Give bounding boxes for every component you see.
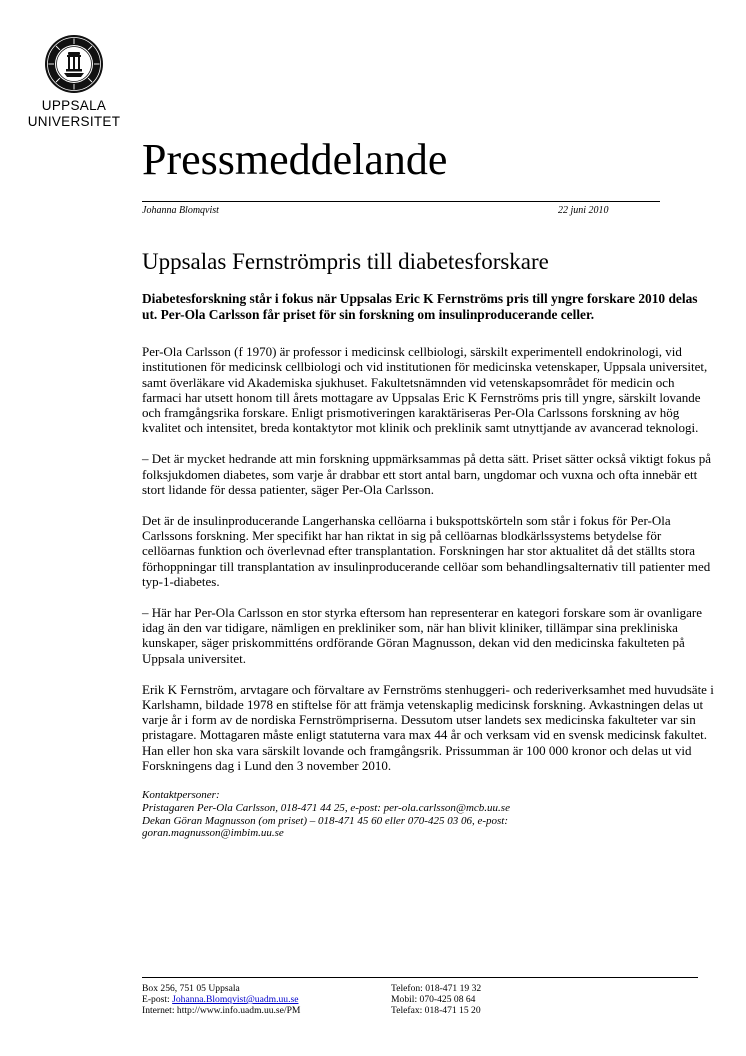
footer-rule [142, 977, 698, 978]
paragraph: – Det är mycket hedrande att min forskning uppmärksammas på detta sätt. Priset sätter också viktigt fokus på folksjukdomen diabetes, som varje år drabbar ett stort antal barn, ungdomar och vuxna och ofta innebär ett stort lidande för dessa patienter, säger Per-Ola Carlsson. [142, 451, 711, 497]
contact-persons [142, 789, 714, 840]
footer-mobile: Mobil: 070-425 08 64 [391, 994, 476, 1005]
footer-phone: Telefon: 018-471 19 32 [391, 983, 482, 994]
footer-address: Box 256, 751 05 Uppsala [142, 983, 240, 994]
university-seal-logo [44, 34, 104, 94]
paragraph: Per-Ola Carlsson (f 1970) är professor i medicinsk cellbiologi, särskilt experimentell endokrinologi, vid institutionen för medicinsk cellbiologi och vid institutionen för medicinska vetenskaper, Uppsala universitet, samt överläkare vid Akademiska sjukhuset. Fakultetsnämnden vid vetenskapsområdet för medicin och farmaci har utsett honom till årets mottagare av Uppsalas Eric K Fernströms pris till yngre, särskilt lovande och framgångsrika forskare. Enligt prismotiveringen karaktäriseras Per-Ola Carlssons forskning av hög kvalitet och intensitet, breda kontaktytor mot klinik och preklinik samt utnyttjande av avancerad teknologi. [142, 344, 708, 436]
article-body [142, 291, 714, 840]
paragraph: Det är de insulinproducerande Langerhanska cellöarna i bukspottskörteln som står i fokus för Per-Ola Carlssons forskning. Mer specifikt har han riktat in sig på cellöarnas blodkärlssystems betydelse för cellöarnas funktion och överlevnad efter transplantation. Forskningen har stor aktualitet då det ställts stora förhoppningar till transplantation av insulinproducerande cellöar som behandlingsalternativ till patienter med typ-1-diabetes. [142, 513, 711, 589]
university-name-line2: UNIVERSITET [27, 114, 121, 129]
article-lead: Diabetesforskning står i fokus när Uppsalas Eric K Fernströms pris till yngre forskare 2010 delas ut. Per-Ola Carlsson får priset för sin forskning om insulinproducerande celler. [142, 291, 698, 322]
document-title: Pressmeddelande [142, 135, 448, 184]
paragraph: Erik K Fernström, arvtagare och förvaltare av Fernströms stenhuggeri- och rederiverksamhet med huvudsäte i Karlshamn, bildade 1978 en stiftelse för att främja vetenskaplig medicinsk forskning. Avkastningen delas ut varje år i form av de nordiska Fernströmpriserna. Dessutom utser landets sex medicinska fakulteter var sin pristagare. Mottagaren måste enligt statuterna vara max 44 år och verksam vid en svensk medicinsk fakultet. Han eller hon ska vara särskilt lovande och framgångsrik. Prissumman är 100 000 kronor och delas ut vid Forskningens dag i Lund den 3 november 2010. [142, 681, 714, 773]
footer-email-label: E-post: [142, 994, 173, 1005]
contact-line: goran.magnusson@imbim.uu.se [142, 827, 284, 840]
contact-line: Dekan Göran Magnusson (om priset) – 018-471 45 60 eller 070-425 03 06, e-post: [142, 814, 509, 827]
footer-phone-block [391, 983, 481, 1016]
university-name-line1: UPPSALA [41, 98, 107, 113]
footer-email-line [142, 994, 300, 1005]
footer-internet: Internet: http://www.info.uadm.uu.se/PM [142, 1005, 301, 1016]
title-rule [142, 201, 660, 202]
footer-email-link[interactable]: Johanna.Blomqvist@uadm.uu.se [172, 994, 299, 1005]
contact-line: Pristagaren Per-Ola Carlsson, 018-471 44 25, e-post: per-ola.carlsson@mcb.uu.se [142, 801, 510, 814]
footer-address-block [142, 983, 300, 1016]
paragraph: – Här har Per-Ola Carlsson en stor styrka eftersom han representerar en kategori forskare som är ovanligare idag än den var tidigare, nämligen en prekliniker som, när han blivit kliniker, tillämpar sina prekliniska kunskaper, säger priskommitténs ordförande Göran Magnusson, dekan vid den medicinska fakulteten på Uppsala universitet. [142, 605, 702, 666]
author-name: Johanna Blomqvist [142, 205, 219, 216]
university-name [0, 98, 148, 130]
article-heading: Uppsalas Fernströmpris till diabetesforskare [142, 249, 549, 274]
contacts-label: Kontaktpersoner: [142, 789, 220, 802]
publication-date: 22 juni 2010 [558, 205, 609, 216]
footer-fax: Telefax: 018-471 15 20 [391, 1005, 481, 1016]
